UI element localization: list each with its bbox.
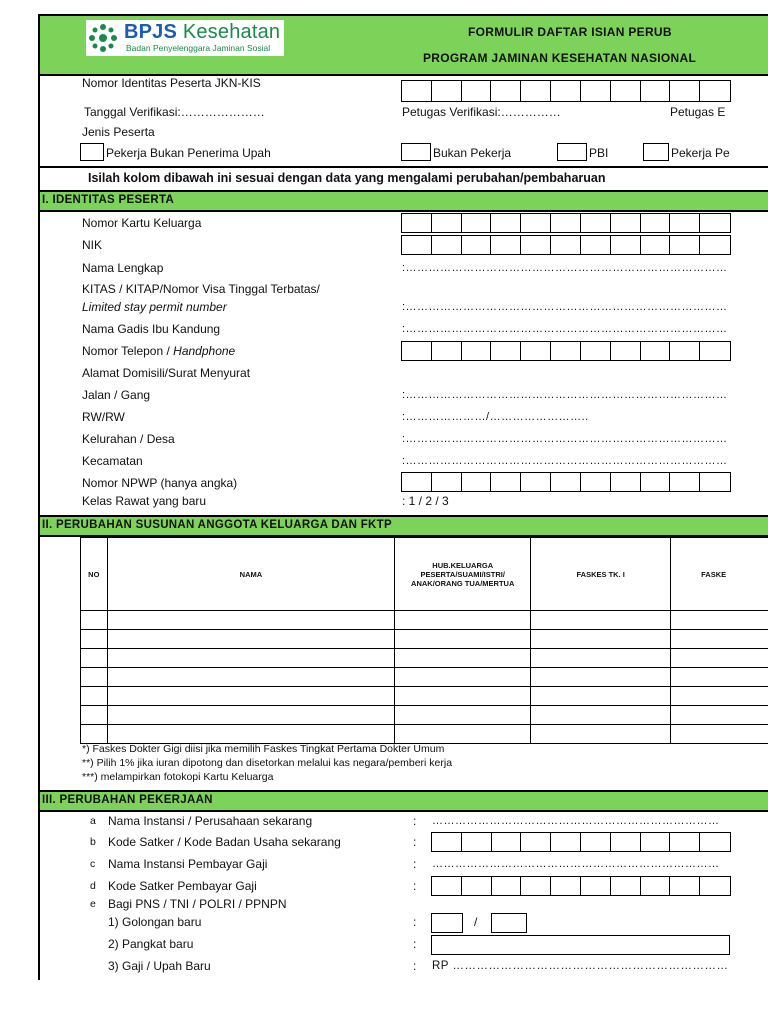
nik-label: NIK	[82, 238, 103, 252]
golongan-label: 1) Golongan baru	[108, 915, 202, 929]
satker-pembayar-boxes[interactable]	[431, 876, 731, 896]
logo-subtitle: Badan Penyelenggara Jaminan Sosial	[126, 43, 271, 53]
kelas-rawat-label: Kelas Rawat yang baru	[82, 494, 207, 508]
logo-wordmark: BPJS Kesehatan	[124, 21, 281, 43]
nama-lengkap-field[interactable]: :…………………………………………………………………………	[402, 262, 728, 274]
item-a-label: Nama Instansi / Perusahaan sekarang	[108, 814, 313, 828]
col-hubungan: HUB.KELUARGA PESERTA/SUAMI/ISTRI/ ANAK/ORANG TUA/MERTUA	[395, 538, 531, 611]
option-ppu-label: Pekerja Pe	[671, 146, 730, 160]
kelurahan-label: Kelurahan / Desa	[82, 432, 175, 446]
note-1: *) Faskes Dokter Gigi diisi jika memilih Faskes Tingkat Pertama Dokter Umum	[82, 743, 445, 755]
kecamatan-field[interactable]: :…………………………………………………………………………	[402, 455, 728, 467]
kecamatan-label: Kecamatan	[82, 454, 143, 468]
item-a-colon: :	[413, 814, 417, 828]
table-header-row	[81, 538, 768, 611]
kitas-label: KITAS / KITAP/Nomor Visa Tinggal Terbatas/	[82, 282, 320, 296]
item-d-colon: :	[413, 879, 417, 893]
family-table	[80, 537, 768, 744]
nik-boxes[interactable]	[401, 235, 731, 255]
col-faskes1: FASKES TK. I	[531, 538, 671, 611]
gaji-label: 3) Gaji / Upah Baru	[108, 959, 211, 973]
item-c-letter: c	[90, 858, 96, 870]
kelas-rawat-options[interactable]: : 1 / 2 / 3	[402, 494, 449, 508]
golongan-box-1[interactable]	[431, 913, 463, 933]
kode-satker-boxes[interactable]	[431, 832, 731, 852]
item-b-colon: :	[413, 835, 417, 849]
npwp-boxes[interactable]	[401, 472, 731, 492]
rw-field[interactable]: :…………………/……………………..	[402, 411, 589, 423]
option-bukan-pekerja-label: Bukan Pekerja	[433, 146, 512, 160]
petugas-verifikasi-label: Petugas Verifikasi:……………	[402, 105, 561, 119]
golongan-box-2[interactable]	[491, 913, 527, 933]
pangkat-colon: :	[413, 937, 417, 951]
golongan-slash: /	[474, 915, 478, 929]
section1-title: I. IDENTITAS PESERTA	[42, 194, 175, 206]
item-d-label: Kode Satker Pembayar Gaji	[108, 879, 257, 893]
rw-label: RW/RW	[82, 410, 125, 424]
jalan-label: Jalan / Gang	[82, 388, 151, 402]
col-no: NO	[81, 538, 108, 611]
table-row[interactable]	[81, 687, 768, 706]
instruction-text: Isilah kolom dibawah ini sesuai dengan data yang mengalami perubahan/pembaharuan	[88, 171, 606, 185]
table-row[interactable]	[81, 725, 768, 744]
item-c-label: Nama Instansi Pembayar Gaji	[108, 857, 268, 871]
col-nama: NAMA	[107, 538, 395, 611]
section3-title: III. PERUBAHAN PEKERJAAN	[42, 794, 213, 806]
option-pbpu-label: Pekerja Bukan Penerima Upah	[106, 146, 271, 160]
note-3: ***) melampirkan fotokopi Kartu Keluarga	[82, 771, 274, 783]
note-2: **) Pilih 1% jika iuran dipotong dan disetorkan melalui kas negara/pemberi kerja	[82, 757, 453, 769]
item-e-letter: e	[90, 898, 96, 910]
table-row[interactable]	[81, 706, 768, 725]
item-d-letter: d	[90, 880, 96, 892]
item-b-label: Kode Satker / Kode Badan Usaha sekarang	[108, 835, 341, 849]
frame-left-line	[38, 14, 40, 980]
table-row[interactable]	[81, 630, 768, 649]
gaji-field[interactable]: RP ……………………………………………………………	[432, 960, 729, 972]
form-title: FORMULIR DAFTAR ISIAN PERUB	[468, 25, 672, 39]
checkbox-bukan-pekerja[interactable]	[401, 143, 431, 161]
golongan-colon: :	[413, 915, 417, 929]
ibu-kandung-field[interactable]: :…………………………………………………………………………	[402, 323, 728, 335]
limited-stay-label: Limited stay permit number	[82, 300, 227, 314]
pangkat-label: 2) Pangkat baru	[108, 937, 194, 951]
jenis-peserta-label: Jenis Peserta	[82, 125, 155, 139]
checkbox-pekerja-penerima-upah[interactable]	[643, 143, 669, 161]
checkbox-pbpu[interactable]	[80, 143, 104, 161]
form-subtitle: PROGRAM JAMINAN KESEHATAN NASIONAL	[423, 51, 697, 65]
section2-title: II. PERUBAHAN SUSUNAN ANGGOTA KELUARGA DAN FKTP	[42, 519, 392, 531]
item-b-letter: b	[90, 836, 96, 848]
nama-lengkap-label: Nama Lengkap	[82, 261, 164, 275]
col-faskes2: FASKE	[671, 538, 768, 611]
checkbox-pbi[interactable]	[557, 143, 587, 161]
gaji-colon: :	[413, 959, 417, 973]
telepon-label: Nomor Telepon / Handphone	[82, 344, 236, 358]
tanggal-verifikasi-label: Tanggal Verifikasi:…………………	[84, 105, 265, 119]
npwp-label: Nomor NPWP (hanya angka)	[82, 476, 238, 490]
kk-boxes[interactable]	[401, 213, 731, 233]
nomor-identitas-boxes[interactable]	[401, 80, 731, 102]
telepon-boxes[interactable]	[401, 341, 731, 361]
item-c-colon: :	[413, 857, 417, 871]
instansi-pembayar-field[interactable]: …………………………………………………………………	[432, 858, 720, 870]
pangkat-box[interactable]	[431, 935, 730, 955]
kitas-field[interactable]: :…………………………………………………………………………	[402, 301, 728, 313]
table-row[interactable]	[81, 611, 768, 630]
item-a-letter: a	[90, 815, 96, 827]
kelurahan-field[interactable]: :…………………………………………………………………………	[402, 433, 728, 445]
jalan-field[interactable]: :…………………………………………………………………………	[402, 389, 728, 401]
option-pbi-label: PBI	[589, 146, 609, 160]
nomor-identitas-label: Nomor Identitas Peserta JKN-KIS	[82, 76, 261, 90]
nama-instansi-field[interactable]: …………………………………………………………………	[432, 815, 720, 827]
ibu-kandung-label: Nama Gadis Ibu Kandung	[82, 322, 221, 336]
table-row[interactable]	[81, 668, 768, 687]
alamat-label: Alamat Domisili/Surat Menyurat	[82, 366, 251, 380]
top-area-separator	[40, 166, 768, 168]
bpjs-emblem-icon	[88, 23, 118, 53]
table-row[interactable]	[81, 649, 768, 668]
kk-label: Nomor Kartu Keluarga	[82, 216, 202, 230]
petugas-e-label: Petugas E	[670, 105, 726, 119]
item-e-label: Bagi PNS / TNI / POLRI / PPNPN	[108, 897, 287, 911]
